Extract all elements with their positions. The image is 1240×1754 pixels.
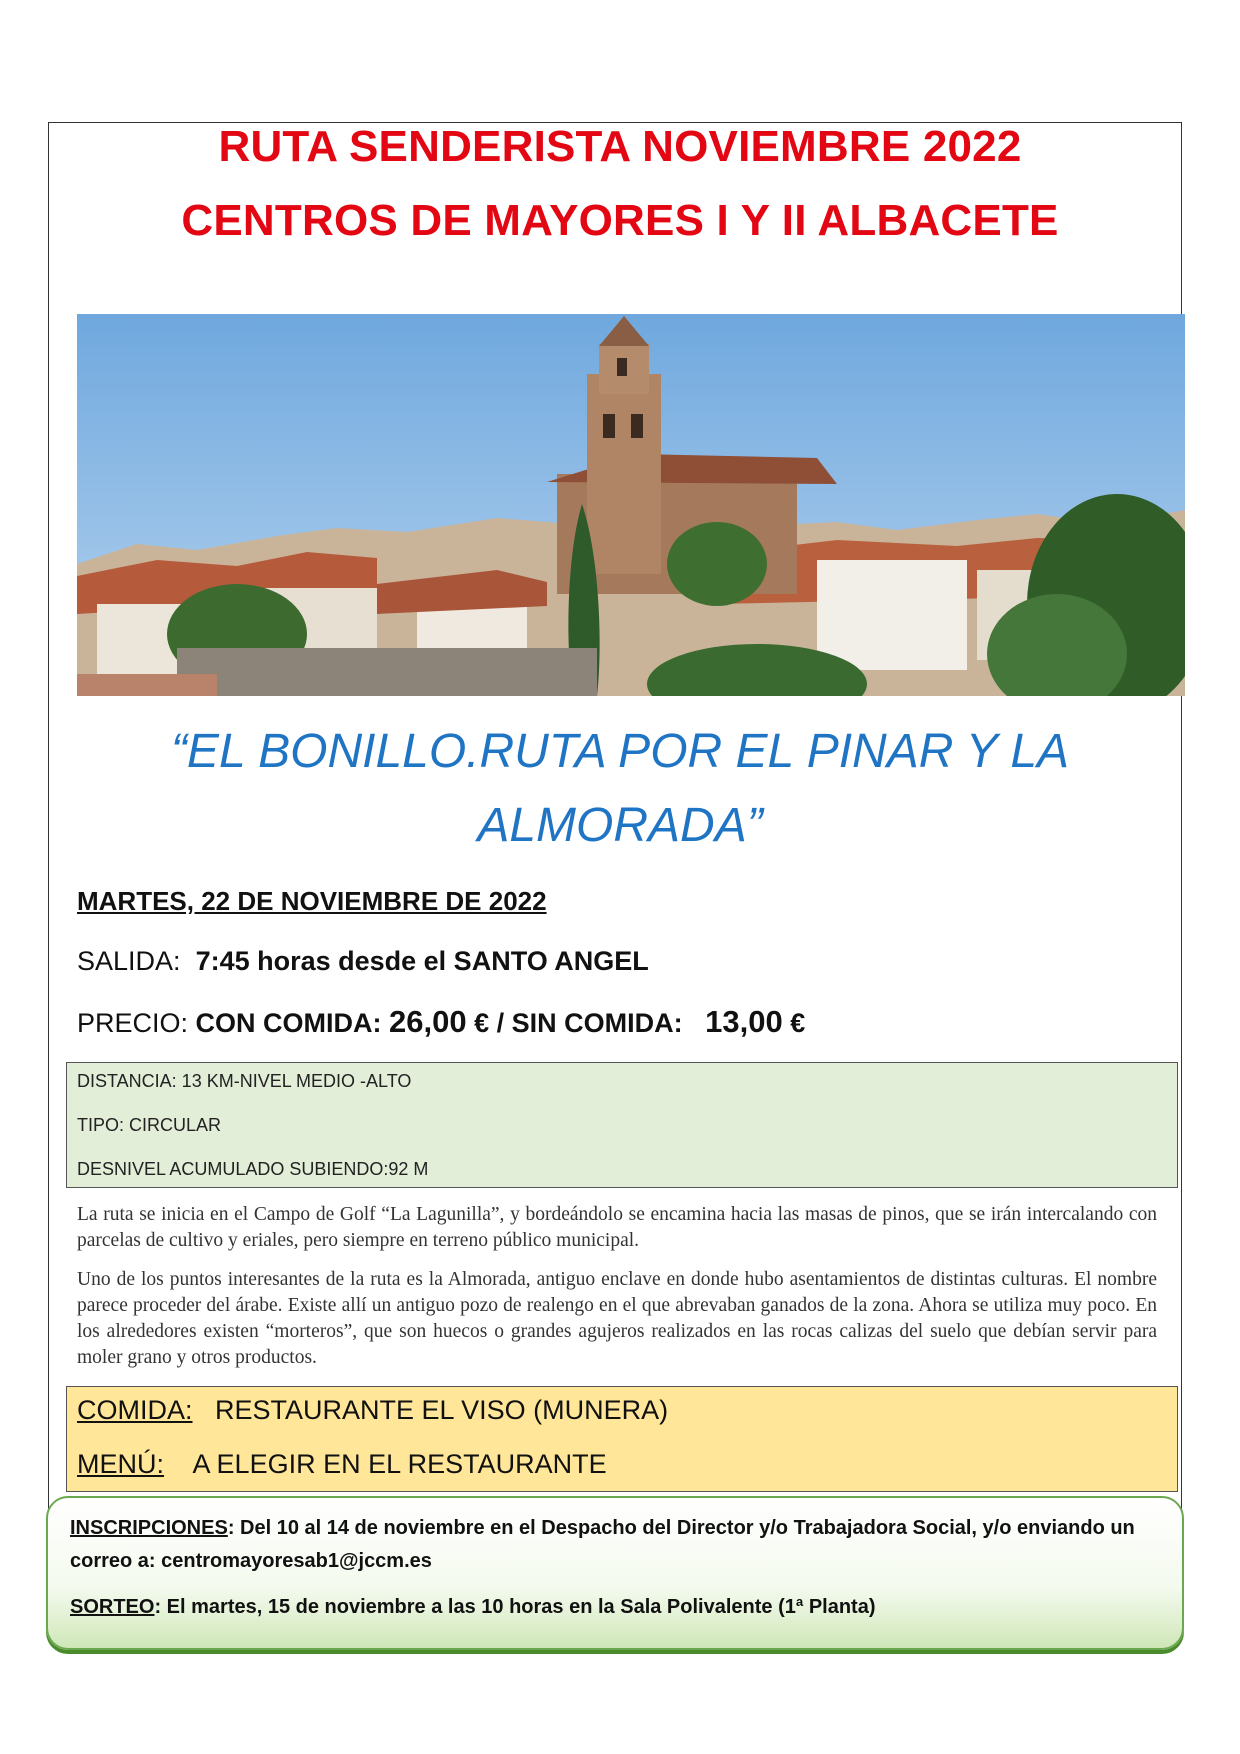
spec-distance: DISTANCIA: 13 KM-NIVEL MEDIO -ALTO bbox=[77, 1071, 412, 1091]
route-name-line1: “EL BONILLO.RUTA POR EL PINAR Y LA bbox=[170, 725, 1070, 778]
bell-opening-2 bbox=[631, 414, 643, 438]
spec-type: TIPO: CIRCULAR bbox=[77, 1115, 222, 1135]
draw-label: SORTEO bbox=[70, 1596, 155, 1618]
meal-value: RESTAURANTE EL VISO (MUNERA) bbox=[215, 1395, 669, 1425]
house-white-4 bbox=[817, 560, 967, 670]
departure-value: 7:45 horas desde el SANTO ANGEL bbox=[195, 946, 649, 976]
departure-line bbox=[77, 946, 649, 977]
menu-value: A ELEGIR EN EL RESTAURANTE bbox=[192, 1449, 607, 1479]
menu-line bbox=[77, 1449, 607, 1480]
registration-box bbox=[46, 1496, 1184, 1650]
price-with-meal: 26,00 bbox=[389, 1004, 467, 1039]
page-title-line1: RUTA SENDERISTA NOVIEMBRE 2022 bbox=[218, 122, 1022, 171]
price-line bbox=[77, 1004, 805, 1040]
description-paragraph-2: Uno de los puntos interesantes de la ruta es la Almorada, antiguo enclave en donde hubo asentamientos de distintas culturas. El nombre parece proceder del árabe. Existe allí un antiguo pozo de realengo en el que abrevaban ganados de la zona. Ahora se utiliza muy poco. En los alrededores existen “morteros”, que son huecos o grandes agujeros realizados en las rocas calizas del suelo que debían servir para moler grano y otros productos. bbox=[77, 1269, 1157, 1368]
registration-line bbox=[70, 1512, 1170, 1578]
registration-label: INSCRIPCIONES bbox=[70, 1517, 228, 1539]
route-specs-box bbox=[66, 1062, 1178, 1188]
bell-tower bbox=[587, 374, 661, 574]
meal-label: COMIDA: bbox=[77, 1395, 193, 1425]
bell-opening-1 bbox=[603, 414, 615, 438]
meal-line bbox=[77, 1395, 668, 1426]
wall-foreground bbox=[177, 648, 597, 696]
draw-line bbox=[70, 1596, 876, 1619]
tower-window bbox=[617, 358, 627, 376]
departure-label: SALIDA: bbox=[77, 946, 181, 976]
price-currency: € bbox=[790, 1008, 806, 1038]
description-paragraph-1: La ruta se inicia en el Campo de Golf “La Lagunilla”, y bordeándolo se encamina hacia las masas de pinos, que se irán intercalando con parcelas de cultivo y eriales, pero siempre en terreno público municipal. bbox=[77, 1204, 1157, 1251]
route-name-line2: ALMORADA” bbox=[477, 799, 763, 852]
registration-text: : Del 10 al 14 de noviembre en el Despacho del Director y/o Trabajadora Social, y/o enviando un correo a: centromayoresab1@jccm.es bbox=[70, 1517, 1135, 1572]
village-photo bbox=[77, 314, 1185, 696]
event-date: MARTES, 22 DE NOVIEMBRE DE 2022 bbox=[77, 886, 547, 916]
price-label: PRECIO: bbox=[77, 1008, 189, 1038]
price-without-meal: 13,00 bbox=[705, 1004, 783, 1039]
meal-box bbox=[66, 1386, 1178, 1492]
roof-foreground bbox=[77, 674, 217, 696]
draw-text: : El martes, 15 de noviembre a las 10 horas en la Sala Polivalente (1ª Planta) bbox=[154, 1596, 876, 1618]
page-title-line2: CENTROS DE MAYORES I Y II ALBACETE bbox=[181, 196, 1059, 245]
tree-center bbox=[667, 522, 767, 606]
spec-elevation: DESNIVEL ACUMULADO SUBIENDO:92 M bbox=[77, 1159, 429, 1179]
menu-label: MENÚ: bbox=[77, 1449, 164, 1479]
price-separator: € / SIN COMIDA: bbox=[474, 1008, 683, 1038]
price-with-meal-label: CON COMIDA: bbox=[195, 1008, 382, 1038]
